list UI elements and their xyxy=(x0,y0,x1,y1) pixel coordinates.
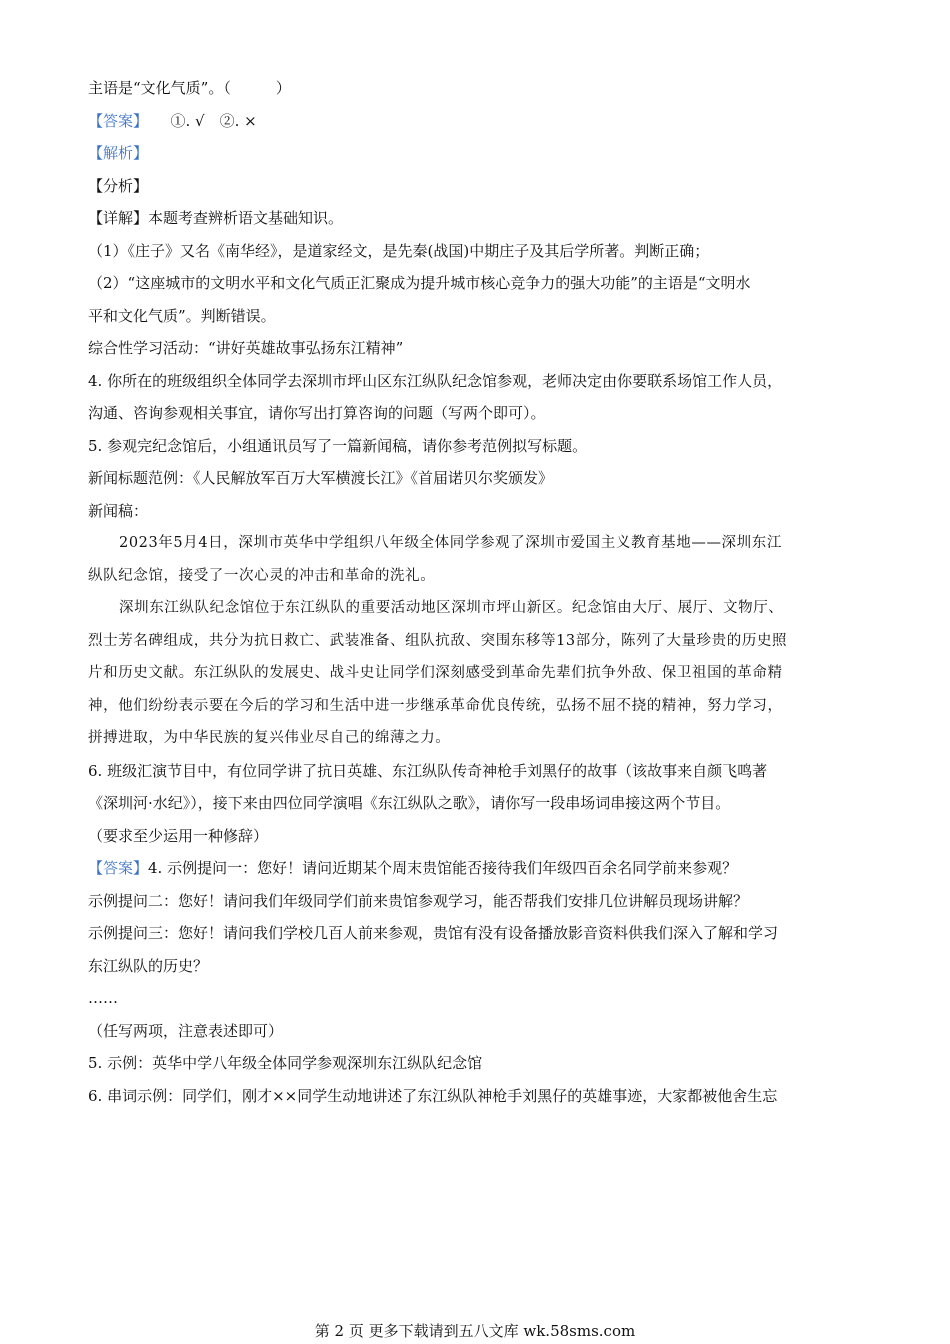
text-line: 6. 串词示例：同学们，刚才××同学生动地讲述了东江纵队神枪手刘黑仔的英雄事迹，大家都被他舍生忘 xyxy=(88,1086,778,1105)
text-line: 《深圳河·水纪》），接下来由四位同学演唱《东江纵队之歌》，请你写一段串场词串接这两个节目。 xyxy=(88,794,731,812)
news-line: 拼搏进取，为中华民族的复兴伟业尽自己的绵薄之力。 xyxy=(88,730,451,746)
answer-tag: 【答案】 xyxy=(88,859,149,877)
text-line: 示例提问二：您好！请问我们年级同学们前来贵馆参观学习，能否帮我们安排几位讲解员现场讲解？ xyxy=(88,891,749,910)
answer-tag: 【答案】 xyxy=(88,111,141,130)
text-line: 新闻稿： xyxy=(88,501,149,520)
news-line: 片和历史文献。东江纵队的发展史、战斗史让同学们深刻感受到革命先辈们抗争外敌、保卫祖国的革命精 xyxy=(88,665,783,681)
answer-text: ①. √ ②. × xyxy=(140,111,257,130)
text-line: （要求至少运用一种修辞） xyxy=(88,826,269,845)
answer-text: 4. 示例提问一：您好！请问近期某个周末贵馆能否接待我们年级四百余名同学前来参观？ xyxy=(148,859,738,877)
text-line: （2）“这座城市的文明水平和文化气质正汇聚成为提升城市核心竞争力的强大功能”的主语是“文明水 xyxy=(88,274,751,292)
text-line: 示例提问三：您好！请问我们学校几百人前来参观，贵馆有没有设备播放影音资料供我们深入了解和学习 xyxy=(88,924,779,942)
page-footer: 第 2 页 更多下载请到五八文库 wk.58sms.com xyxy=(314,1322,636,1340)
news-line: 纵队纪念馆，接受了一次心灵的冲击和革命的洗礼。 xyxy=(88,567,436,584)
text-line: 主语是“文化气质”。（ ） xyxy=(88,79,291,97)
text-line: 【分析】 xyxy=(88,176,149,195)
text-line: 新闻标题范例：《人民解放军百万大军横渡长江》《首届诺贝尔奖颁发》 xyxy=(88,469,554,487)
question-5: 5. 参观完纪念馆后，小组通讯员写了一篇新闻稿，请你参考范例拟写标题。 xyxy=(88,436,588,455)
text-line: 沟通、咨询参观相关事宜，请你写出打算咨询的问题（写两个即可）。 xyxy=(88,404,546,422)
news-line: 2023年5月4日，深圳市英华中学组织八年级全体同学参观了深圳市爱国主义教育基地——深圳东江 xyxy=(119,535,782,551)
news-line: 烈士芳名碑组成，共分为抗日救亡、武装准备、组队抗敌、突围东移等13部分，陈列了大量珍贵的历史照 xyxy=(88,632,788,649)
text-line: 【详解】本题考查辨析语文基础知识。 xyxy=(88,209,344,227)
analysis-tag: 【解析】 xyxy=(88,144,149,162)
document-body xyxy=(88,78,868,1118)
answer-line xyxy=(88,858,868,878)
section-heading: 综合性学习活动：“讲好英雄故事弘扬东江精神” xyxy=(88,339,404,357)
text-line: 平和文化气质”。判断错误。 xyxy=(88,306,276,325)
text-line: （1）《庄子》又名《南华经》，是道家经文，是先秦(战国)中期庄子及其后学所著。判断正确； xyxy=(88,241,710,260)
question-6: 6. 班级汇演节目中，有位同学讲了抗日英雄、东江纵队传奇神枪手刘黑仔的故事（该故事来自颜飞鸣著 xyxy=(88,761,768,780)
news-line: 深圳东江纵队纪念馆位于东江纵队的重要活动地区深圳市坪山新区。纪念馆由大厅、展厅、文物厅、 xyxy=(119,600,784,616)
answer-line xyxy=(88,111,868,131)
question-4: 4. 你所在的班级组织全体同学去深圳市坪山区东江纵队纪念馆参观，老师决定由你要联系场馆工作人员， xyxy=(88,371,783,390)
text-line: 5. 示例：英华中学八年级全体同学参观深圳东江纵队纪念馆 xyxy=(88,1054,483,1072)
text-line: （任写两项，注意表述即可） xyxy=(88,1021,284,1040)
news-line: 神，他们纷纷表示要在今后的学习和生活中进一步继承革命优良传统，弘扬不屈不挠的精神，努力学习， xyxy=(88,697,783,714)
text-line: 东江纵队的历史？ xyxy=(88,956,209,975)
text-line: …… xyxy=(88,989,118,1007)
